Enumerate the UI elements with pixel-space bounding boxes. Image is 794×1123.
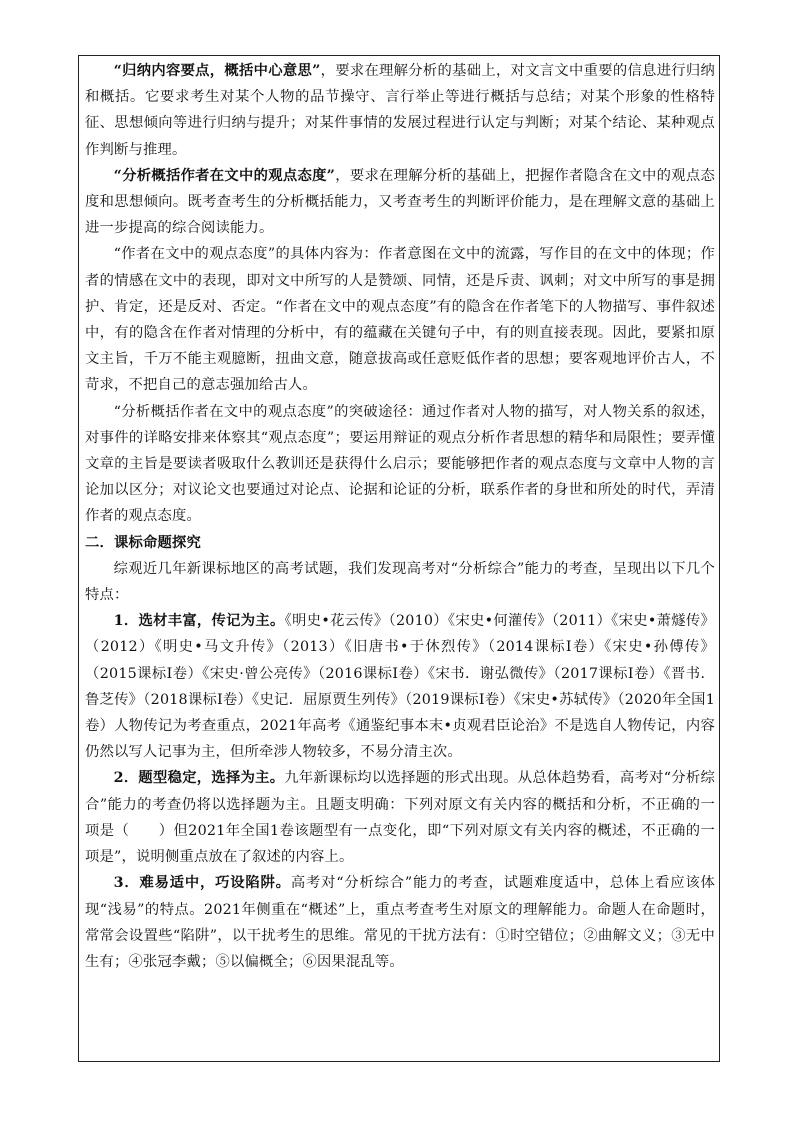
section-intro: 综观近几年新课标地区的高考试题，我们发现高考对“分析综合”能力的考查，呈现出以下几个特点：: [85, 560, 715, 604]
paragraph-text: ，要求在理解分析的基础上，把握作者隐含在文中的观点态度和思想倾向。既考查考生的分析概括能力，又考查考生的判断评价能力，是在理解文意的基础上进一步提高的综合阅读能力。: [85, 167, 715, 237]
document-body: [85, 58, 715, 975]
paragraph-lead: “分析概括作者在文中的观点态度”: [113, 167, 336, 184]
section-heading: 二．课标命题探究: [85, 534, 201, 551]
point-question-type: [85, 765, 715, 870]
paragraph-author-attitude: [85, 163, 715, 242]
point-material: [85, 608, 715, 765]
paragraph-text: “作者在文中的观点态度”的具体内容为：作者意图在文中的流露，写作目的在文中的体现；作者的情感在文中的表现，即对文中所写的人是赞颂、同情，还是斥责、讽刺；对文中所写的事是拥护、肯定，还是反对、否定。“作者在文中的观点态度”有的隐含在作者笔下的人物描写、事件叙述中，有的隐含在作者对情理的分析中，有的蕴藏在关键句子中，有的则直接表现。因此，要紧扣原文主旨，千万不能主观臆断，扭曲文意，随意拔高或任意贬低作者的思想；要客观地评价古人，不苛求，不把自己的意志强加给古人。: [85, 246, 715, 394]
paragraph-attitude-content: [85, 241, 715, 398]
point-text: 《明史•花云传》（2010）《宋史•何灌传》（2011）《宋史•萧燧传》（2012）《明史•马文升传》（2013）《旧唐书•于休烈传》（2014课标Ⅰ卷）《宋史•孙傅传》（2015课标Ⅰ卷）《宋史·曾公亮传》（2016课标Ⅰ卷）《宋书．谢弘微传》（2017课标Ⅰ卷）《晋书．鲁芝传》（2018课标Ⅰ卷）《史记．屈原贾生列传》（2019课标Ⅰ卷）《宋史•苏轼传》（2020年全国1卷）人物传记为考查重点，2021年高考《通鉴纪事本末•贞观君臣论治》不是选自人物传记，内容仍然以写人记事为主，但所牵涉人物较多，不易分清主次。: [85, 613, 715, 761]
paragraph-lead: “归纳内容要点，概括中心意思”: [113, 63, 321, 79]
paragraph-summarize: [85, 58, 715, 163]
point-difficulty: [85, 870, 715, 975]
paragraph-text: “分析概括作者在文中的观点态度”的突破途径：通过作者对人物的描写，对人物关系的叙述，对事件的详略安排来体察其“观点态度”；要运用辩证的观点分析作者思想的精华和局限性；要弄懂文章的主旨是要读者吸取什么教训还是获得什么启示；要能够把作者的观点态度与文章中人物的言论加以区分；对议论文也要通过对论点、论据和论证的分析，联系作者的身世和所处的时代，弄清作者的观点态度。: [85, 403, 715, 525]
paragraph-text: ，要求在理解分析的基础上，对文言文中重要的信息进行归纳和概括。它要求考生对某个人物的品节操守、言行举止等进行概括与总结；对某个形象的性格特征、思想倾向等进行归纳与提升；对某件事情的发展过程进行认定与判断；对某个结论、某种观点作判断与推理。: [85, 63, 715, 158]
point-lead: 2．题型稳定，选择为主。: [113, 770, 285, 787]
point-text: 高考对“分析综合”能力的考查，试题难度适中，总体上看应该体现“浅易”的特点。2021年侧重在“概述”上，重点考查考生对原文的理解能力。命题人在命题时，常常会设置些“陷阱”，以干扰考生的思维。常见的干扰方法有：①时空错位；②曲解文义；③无中生有；④张冠李戴；⑤以偏概全；⑥因果混乱等。: [85, 875, 715, 970]
paragraph-breakthrough: [85, 399, 715, 530]
point-text: 九年新课标均以选择题的形式出现。从总体趋势看，高考对“分析综合”能力的考查仍将以选择题为主。且题支明确：下列对原文有关内容的概括和分析，不正确的一项是（ ）但2021年全国1卷该题型有一点变化，即“下列对原文有关内容的概述，不正确的一项是”，说明侧重点放在了叙述的内容上。: [85, 770, 715, 866]
point-lead: 3．难易适中，巧设陷阱。: [113, 875, 291, 892]
point-lead: 1．选材丰富，传记为主。: [113, 613, 285, 630]
